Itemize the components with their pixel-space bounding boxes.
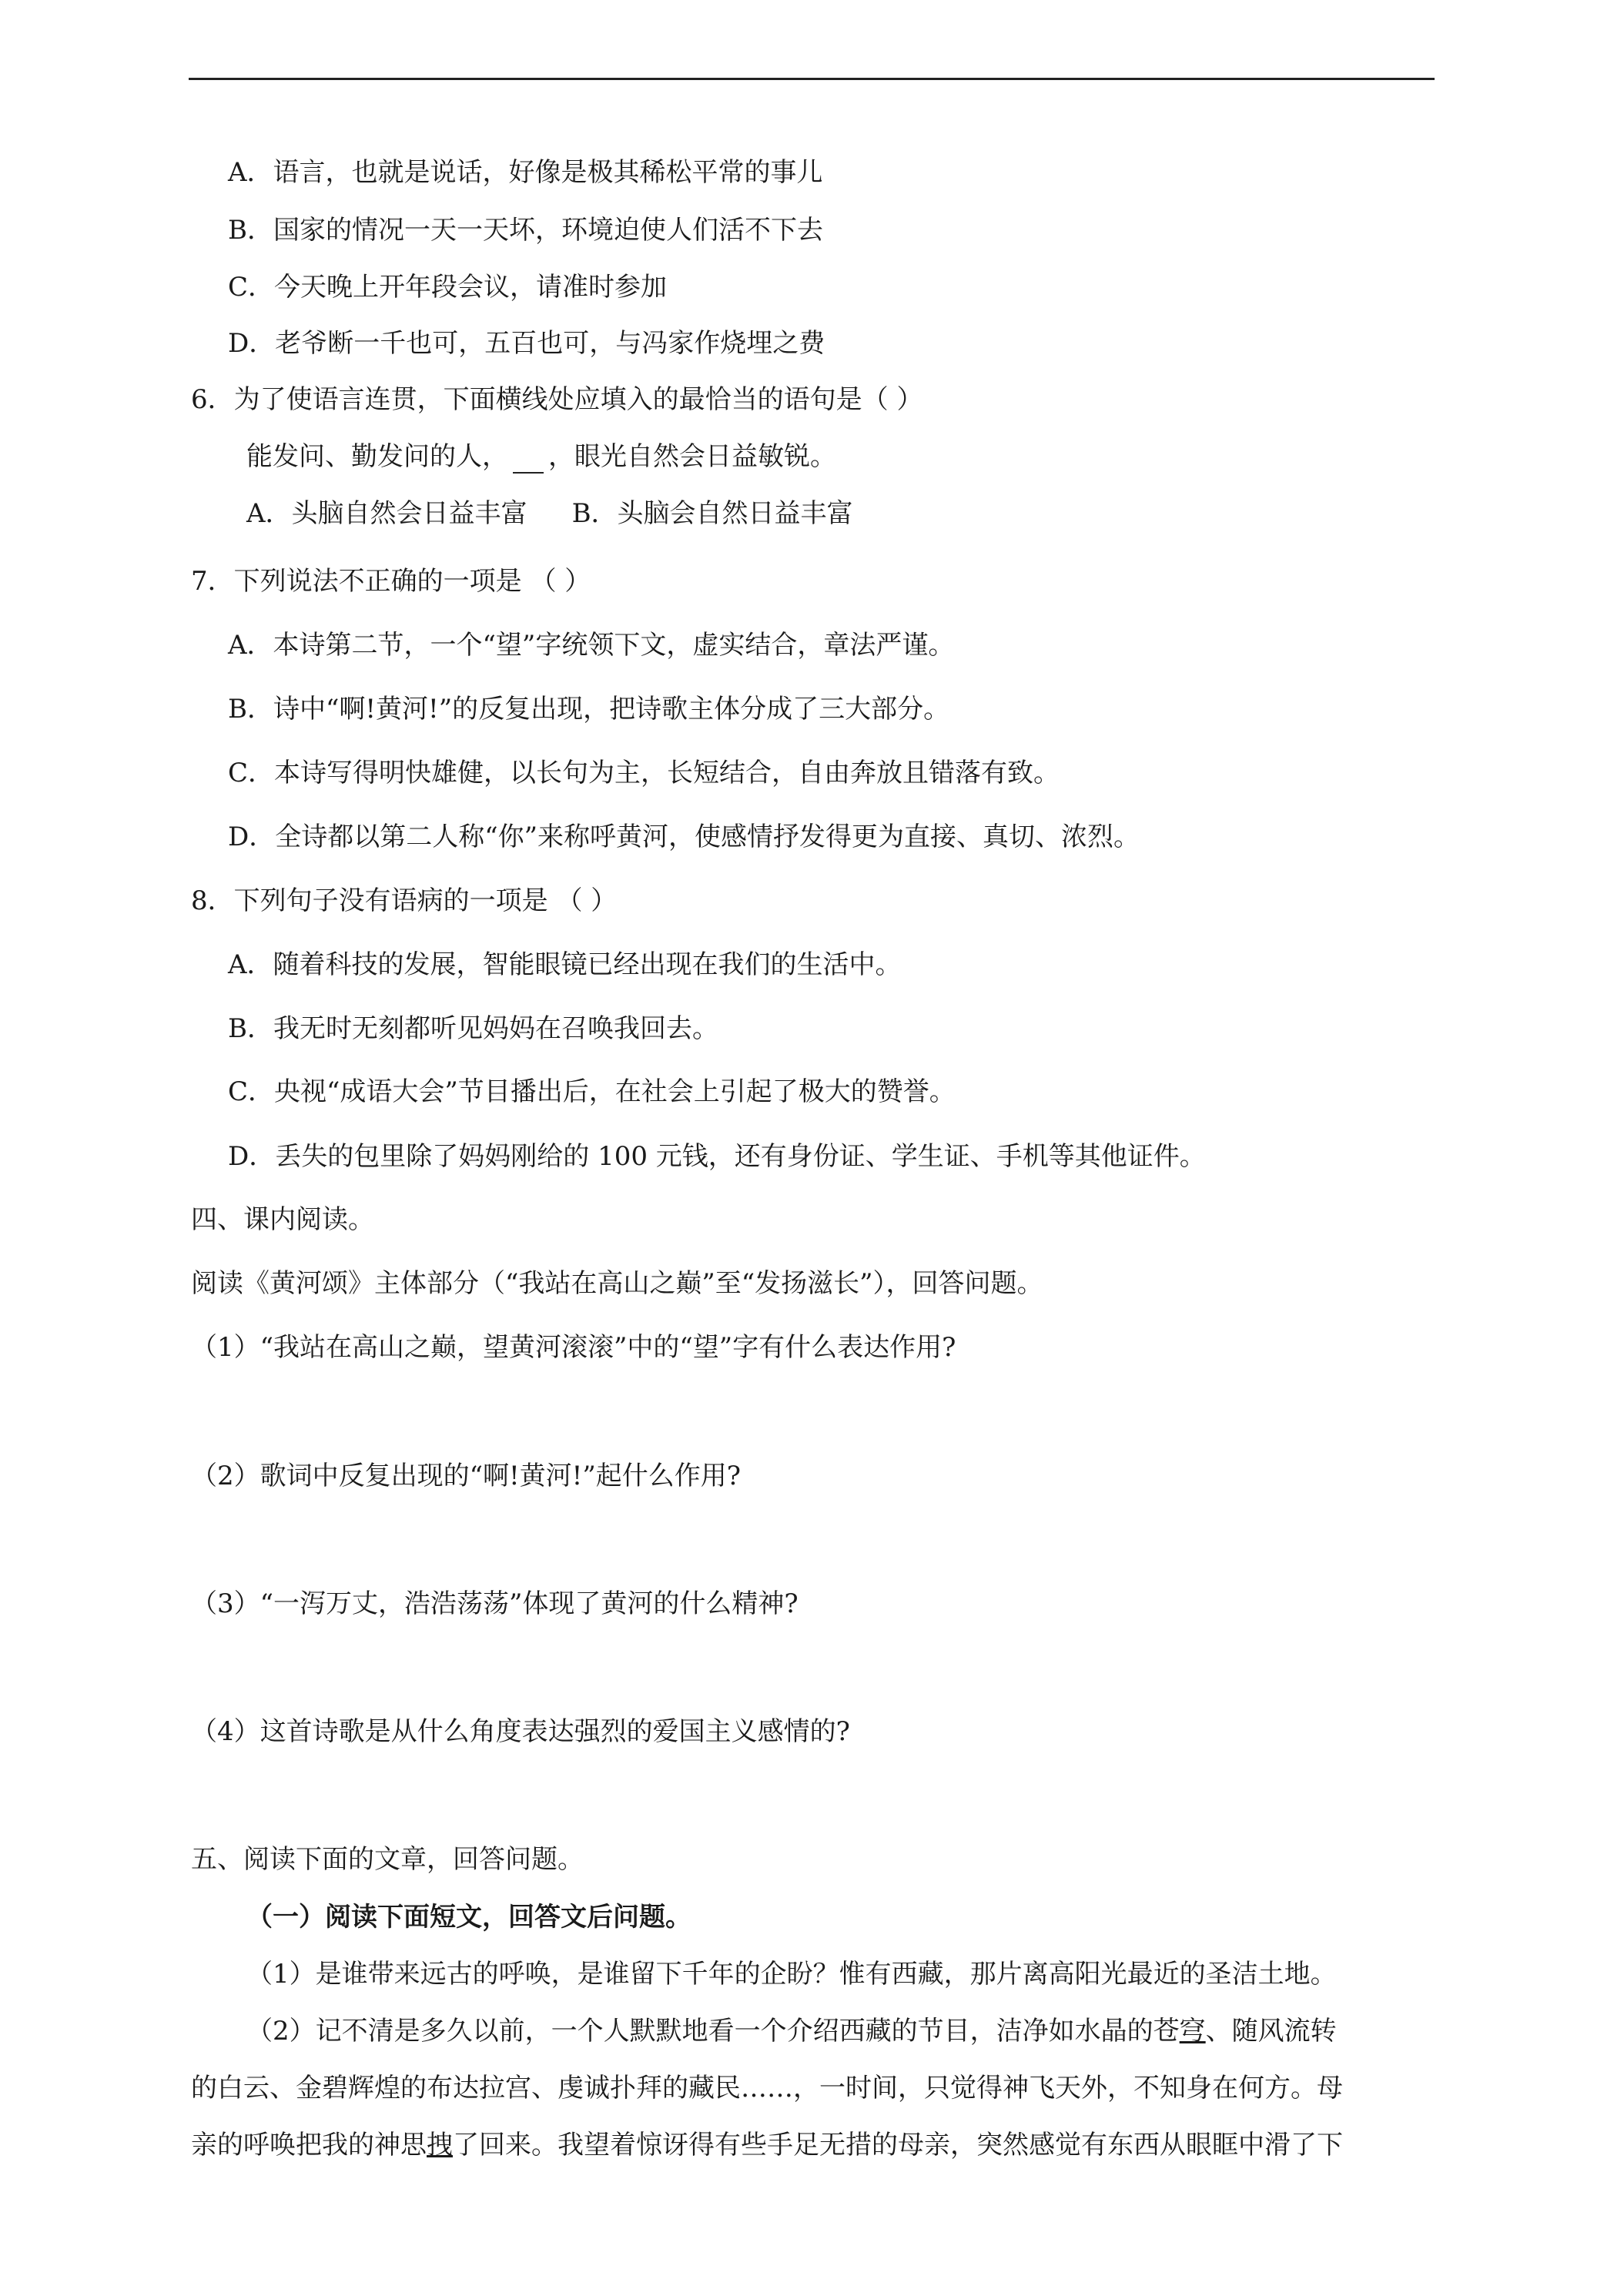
section4-question-2: （2）歌词中反复出现的“啊!黄河!”起什么作用? xyxy=(191,1461,741,1491)
section4-intro: 阅读《黄河颂》主体部分（“我站在高山之巅”至“发扬滋长”），回答问题。 xyxy=(191,1268,1043,1299)
para2-l1-text-b: 、随风流转 xyxy=(1205,2016,1337,2047)
q6-sentence xyxy=(246,440,836,474)
para2-l1-text-a: （2）记不清是多久以前，一个人默默地看一个介绍西藏的节目，洁净如水晶的苍 xyxy=(246,2016,1180,2047)
q7-option-c: C．本诗写得明快雄健，以长句为主，长短结合，自由奔放且错落有致。 xyxy=(228,758,1060,788)
q6-options xyxy=(246,497,853,530)
underlined-word-qiong: 穹 xyxy=(1179,2016,1206,2047)
passage-paragraph-2-line-1 xyxy=(246,2014,1337,2048)
q5-option-c: C．今天晚上开年段会议，请准时参加 xyxy=(228,272,668,303)
q5-option-a: A．语言，也就是说话，好像是极其稀松平常的事儿 xyxy=(228,157,823,188)
underlined-word-zhuai: 拽 xyxy=(427,2130,453,2160)
q8-option-d: D．丢失的包里除了妈妈刚给的 100 元钱，还有身份证、学生证、手机等其他证件。 xyxy=(228,1141,1206,1172)
passage-paragraph-2-line-3 xyxy=(191,2128,1343,2162)
q6-option-b: B．头脑会自然日益丰富 xyxy=(571,498,853,529)
passage-paragraph-1: （1）是谁带来远古的呼唤，是谁留下千年的企盼？惟有西藏，那片离高阳光最近的圣洁土地。 xyxy=(246,1959,1337,1990)
header-rule xyxy=(189,78,1435,80)
section4-question-3: （3）“一泻万丈，浩浩荡荡”体现了黄河的什么精神? xyxy=(191,1588,799,1619)
q5-option-d: D．老爷断一千也可，五百也可，与冯家作烧埋之费 xyxy=(228,328,825,359)
q7-option-d: D．全诗都以第二人称“你”来称呼黄河，使感情抒发得更为直接、真切、浓烈。 xyxy=(228,822,1140,852)
passage-paragraph-2-line-2: 的白云、金碧辉煌的布达拉宫、虔诚扑拜的藏民……，一时间，只觉得神飞天外，不知身在何方。母 xyxy=(191,2073,1343,2104)
para2-l3-text-b: 了回来。我望着惊讶得有些手足无措的母亲，突然感觉有东西从眼眶中滑了下 xyxy=(453,2130,1343,2160)
section5-heading: 五、阅读下面的文章，回答问题。 xyxy=(191,1844,584,1875)
section4-question-1: （1）“我站在高山之巅，望黄河滚滚”中的“望”字有什么表达作用? xyxy=(191,1332,956,1363)
section5-sub-heading: （一）阅读下面短文，回答文后问题。 xyxy=(246,1902,691,1933)
q6-blank xyxy=(513,449,544,474)
q7-option-a: A．本诗第二节，一个“望”字统领下文，虚实结合，章法严谨。 xyxy=(228,630,955,661)
q8-option-b: B．我无时无刻都听见妈妈在召唤我回去。 xyxy=(228,1013,718,1044)
para2-l3-text-a: 亲的呼唤把我的神思 xyxy=(191,2130,427,2160)
q6-option-a: A．头脑自然会日益丰富 xyxy=(246,498,527,529)
section4-heading: 四、课内阅读。 xyxy=(191,1204,374,1235)
q7-stem: 7．下列说法不正确的一项是 （ ） xyxy=(191,566,591,597)
q5-option-b: B．国家的情况一天一天坏，环境迫使人们活不下去 xyxy=(228,215,823,246)
q8-option-a: A．随着科技的发展，智能眼镜已经出现在我们的生活中。 xyxy=(228,949,902,980)
q8-stem: 8．下列句子没有语病的一项是 （ ） xyxy=(191,885,618,916)
q8-option-c: C．央视“成语大会”节目播出后，在社会上引起了极大的赞誉。 xyxy=(228,1076,956,1107)
q7-option-b: B．诗中“啊!黄河!”的反复出现，把诗歌主体分成了三大部分。 xyxy=(228,694,950,725)
q6-sentence-before: 能发问、勤发问的人， xyxy=(246,441,508,472)
q6-stem: 6．为了使语言连贯，下面横线处应填入的最恰当的语句是（ ） xyxy=(191,384,923,415)
q6-sentence-after: ，眼光自然会日益敏锐。 xyxy=(548,441,836,472)
section4-question-4: （4）这首诗歌是从什么角度表达强烈的爱国主义感情的? xyxy=(191,1716,850,1747)
